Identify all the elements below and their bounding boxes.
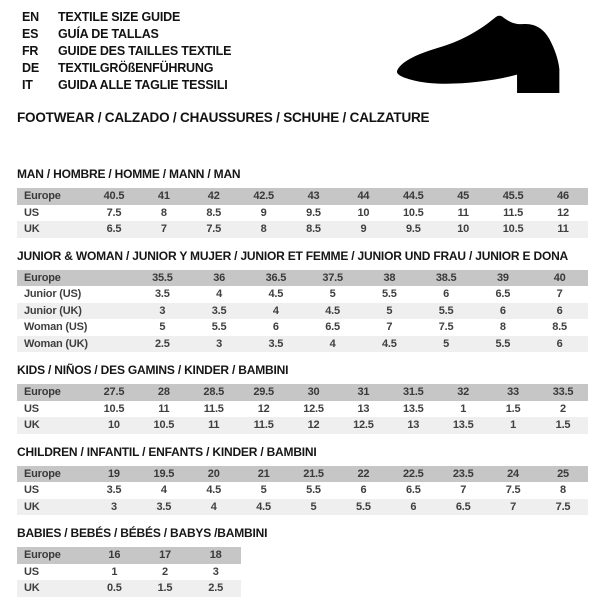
size-cell: 11 — [208, 419, 220, 432]
section-title: KIDS / NIÑOS / DES GAMINS / KINDER / BAMBINI — [17, 363, 289, 377]
size-cell: 39 — [496, 271, 509, 284]
size-cell: 2.5 — [208, 582, 223, 595]
size-cell: 1.5 — [157, 582, 173, 595]
row-label: Europe — [24, 190, 61, 203]
size-cell: 23.5 — [452, 467, 474, 480]
size-cell: 46 — [557, 190, 569, 203]
row-label: Woman (US) — [24, 321, 88, 334]
language-code: IT — [22, 78, 33, 92]
language-label: TEXTILE SIZE GUIDE — [58, 10, 181, 24]
size-cell: 12.5 — [303, 402, 324, 415]
size-cell: 28.5 — [203, 386, 225, 399]
table-row — [17, 221, 588, 238]
row-label: US — [24, 206, 39, 219]
size-cell: 5.5 — [438, 304, 454, 317]
size-section-man — [17, 167, 588, 238]
size-cell: 3 — [216, 337, 223, 350]
size-cell: 9 — [360, 223, 367, 236]
size-cell: 45 — [457, 190, 470, 203]
row-label: UK — [24, 582, 40, 595]
size-cell: 2 — [162, 565, 168, 578]
size-cell: 10 — [108, 419, 120, 432]
size-cell: 28 — [157, 386, 170, 399]
row-label: US — [24, 402, 39, 415]
size-cell: 1 — [460, 402, 467, 415]
size-cell: 42 — [207, 190, 220, 203]
size-cell: 11 — [557, 223, 569, 236]
size-cell: 44 — [357, 190, 370, 203]
size-cell: 8.5 — [206, 206, 222, 219]
size-cell: 38.5 — [435, 271, 457, 284]
size-cell: 22 — [357, 467, 370, 480]
size-cell: 45.5 — [502, 190, 524, 203]
size-cell: 4 — [272, 304, 279, 317]
size-cell: 11.5 — [253, 419, 274, 432]
table-row — [17, 336, 588, 353]
size-cell: 6 — [272, 321, 279, 334]
size-cell: 5 — [260, 484, 267, 497]
size-cell: 8 — [499, 321, 506, 334]
size-cell: 1.5 — [505, 402, 521, 415]
size-cell: 9.5 — [405, 223, 421, 236]
size-cell: 12 — [557, 206, 569, 219]
size-cell: 8 — [560, 484, 566, 497]
size-cell: 7 — [556, 288, 563, 301]
language-label: GUIDA ALLE TAGLIE TESSILI — [58, 78, 228, 92]
size-cell: 33.5 — [552, 386, 574, 399]
language-code: ES — [22, 27, 39, 41]
size-cell: 22.5 — [402, 467, 424, 480]
size-cell: 6 — [443, 288, 450, 301]
size-cell: 12 — [307, 419, 320, 432]
size-cell: 6 — [499, 304, 506, 317]
size-cell: 32 — [457, 386, 470, 399]
size-cell: 42.5 — [253, 190, 274, 203]
size-cell: 6.5 — [495, 288, 511, 301]
table-row — [17, 564, 241, 581]
language-code: EN — [22, 10, 39, 24]
size-cell: 38 — [383, 271, 396, 284]
section-title: BABIES / BEBÉS / BÉBÉS / BABYS /BAMBINI — [17, 526, 268, 540]
size-cell: 44.5 — [402, 190, 424, 203]
size-cell: 5 — [386, 304, 393, 317]
table-row — [17, 188, 588, 205]
size-cell: 8.5 — [552, 321, 567, 334]
size-cell: 7.5 — [438, 321, 454, 334]
table-row — [17, 401, 588, 418]
size-cell: 24 — [507, 467, 519, 480]
size-cell: 4.5 — [325, 304, 340, 317]
size-cell: 19 — [108, 467, 120, 480]
size-cell: 36.5 — [265, 271, 287, 284]
size-cell: 4 — [329, 337, 336, 350]
size-cell: 5.5 — [211, 321, 227, 334]
size-cell: 31.5 — [402, 386, 424, 399]
row-label: Woman (UK) — [24, 337, 88, 350]
size-cell: 3 — [212, 565, 219, 578]
row-label: UK — [24, 223, 40, 236]
size-cell: 3.5 — [268, 337, 284, 350]
size-table-junior-woman — [17, 270, 588, 353]
size-cell: 8.5 — [306, 223, 321, 236]
size-cell: 41 — [157, 190, 170, 203]
language-list — [22, 9, 231, 94]
size-cell: 3.5 — [211, 304, 227, 317]
size-cell: 40.5 — [103, 190, 125, 203]
size-cell: 7.5 — [505, 484, 521, 497]
size-cell: 7 — [460, 484, 467, 497]
table-row — [17, 205, 588, 222]
size-cell: 18 — [209, 549, 222, 562]
size-cell: 4.5 — [256, 500, 271, 513]
size-cell: 13.5 — [452, 419, 474, 432]
size-cell: 13.5 — [402, 402, 424, 415]
size-cell: 1.5 — [555, 419, 571, 432]
size-cell: 6.5 — [455, 500, 471, 513]
size-cell: 6 — [556, 337, 563, 350]
size-cell: 3.5 — [156, 500, 172, 513]
size-cell: 13 — [407, 419, 420, 432]
row-label: US — [24, 484, 39, 497]
size-cell: 11.5 — [203, 402, 224, 415]
language-label: TEXTILGRÖßENFÜHRUNG — [58, 61, 214, 75]
row-label: Europe — [24, 386, 61, 399]
size-cell: 5.5 — [306, 484, 321, 497]
size-cell: 29.5 — [253, 386, 274, 399]
row-label: UK — [24, 419, 40, 432]
table-row — [17, 547, 241, 564]
size-table-man — [17, 188, 588, 238]
size-cell: 2.5 — [155, 337, 170, 350]
size-cell: 12 — [257, 402, 270, 415]
size-cell: 17 — [159, 549, 171, 562]
size-cell: 1 — [111, 565, 118, 578]
table-row — [17, 482, 588, 499]
language-label: GUÍA DE TALLAS — [58, 27, 159, 41]
size-cell: 21.5 — [303, 467, 324, 480]
size-cell: 7.5 — [555, 500, 571, 513]
row-label: Europe — [24, 271, 61, 284]
table-row — [17, 384, 588, 401]
size-cell: 36 — [213, 271, 226, 284]
size-cell: 9 — [260, 206, 267, 219]
language-label: GUIDE DES TAILLES TEXTILE — [58, 44, 232, 58]
size-cell: 4 — [216, 288, 223, 301]
table-row — [17, 580, 241, 597]
size-cell: 1 — [510, 419, 517, 432]
language-row-en — [22, 9, 231, 26]
size-cell: 30 — [307, 386, 320, 399]
size-cell: 43 — [307, 190, 320, 203]
size-cell: 3 — [110, 500, 117, 513]
size-cell: 10.5 — [153, 419, 175, 432]
size-cell: 12.5 — [353, 419, 374, 432]
size-cell: 25 — [557, 467, 569, 480]
size-cell: 6.5 — [325, 321, 340, 334]
size-cell: 6 — [360, 484, 367, 497]
size-cell: 21 — [257, 467, 270, 480]
size-section-kids — [17, 363, 588, 434]
size-section-junior-woman — [17, 249, 588, 353]
size-cell: 5 — [310, 500, 317, 513]
size-cell: 0.5 — [106, 582, 122, 595]
size-cell: 6.5 — [405, 484, 421, 497]
size-cell: 6 — [410, 500, 417, 513]
size-cell: 35.5 — [152, 271, 173, 284]
size-cell: 4.5 — [206, 484, 222, 497]
size-cell: 6 — [556, 304, 563, 317]
row-label: Junior (US) — [24, 288, 82, 301]
size-cell: 11 — [457, 206, 469, 219]
size-cell: 3.5 — [155, 288, 170, 301]
size-cell: 13 — [357, 402, 370, 415]
size-cell: 10.5 — [402, 206, 424, 219]
table-row — [17, 303, 588, 320]
size-cell: 40 — [553, 271, 566, 284]
size-cell: 7 — [160, 223, 167, 236]
size-cell: 7 — [386, 321, 393, 334]
size-cell: 4.5 — [382, 337, 397, 350]
size-cell: 8 — [260, 223, 267, 236]
language-code: DE — [22, 61, 39, 75]
row-label: Europe — [24, 549, 61, 562]
size-table-babies — [17, 547, 241, 597]
table-row — [17, 319, 588, 336]
table-row — [17, 499, 588, 516]
size-cell: 16 — [108, 549, 121, 562]
table-row — [17, 466, 588, 483]
size-cell: 7.5 — [206, 223, 222, 236]
size-cell: 33 — [507, 386, 519, 399]
row-label: UK — [24, 500, 40, 513]
language-row-es — [22, 26, 231, 43]
size-cell: 10 — [457, 223, 470, 236]
size-cell: 3 — [159, 304, 166, 317]
size-cell: 2 — [560, 402, 566, 415]
section-title: JUNIOR & WOMAN / JUNIOR Y MUJER / JUNIOR ET FEMME / JUNIOR UND FRAU / JUNIOR E DONA — [17, 248, 569, 263]
size-cell: 6.5 — [106, 223, 122, 236]
size-tables-container — [17, 167, 588, 600]
size-cell: 5.5 — [356, 500, 371, 513]
size-cell: 9.5 — [306, 206, 321, 219]
size-cell: 7 — [510, 500, 517, 513]
size-cell: 19.5 — [153, 467, 175, 480]
row-label: Junior (UK) — [24, 304, 82, 317]
size-cell: 10 — [357, 206, 370, 219]
size-cell: 4 — [210, 500, 217, 513]
size-cell: 5 — [329, 288, 336, 301]
section-title: MAN / HOMBRE / HOMME / MANN / MAN — [17, 167, 241, 181]
section-title: CHILDREN / INFANTIL / ENFANTS / KINDER / BAMBINI — [17, 444, 317, 459]
size-table-kids — [17, 384, 588, 434]
size-cell: 4 — [160, 484, 167, 497]
size-cell: 8 — [160, 206, 167, 219]
size-cell: 11.5 — [503, 206, 524, 219]
size-cell: 3.5 — [106, 484, 122, 497]
table-row — [17, 417, 588, 434]
row-label: Europe — [24, 467, 61, 480]
size-cell: 31 — [357, 386, 370, 399]
category-line: FOOTWEAR / CALZADO / CHAUSSURES / SCHUHE / CALZATURE — [17, 110, 430, 125]
size-cell: 7.5 — [106, 206, 122, 219]
size-section-babies — [17, 526, 588, 597]
size-cell: 27.5 — [103, 386, 125, 399]
language-code: FR — [22, 44, 39, 58]
size-cell: 5.5 — [382, 288, 397, 301]
size-section-children — [17, 445, 588, 516]
shoe-icon — [391, 12, 575, 106]
language-row-it — [22, 77, 231, 94]
size-cell: 10.5 — [502, 223, 524, 236]
table-row — [17, 270, 588, 287]
size-cell: 20 — [207, 467, 220, 480]
size-cell: 4.5 — [268, 288, 284, 301]
size-cell: 10.5 — [103, 402, 125, 415]
language-row-de — [22, 60, 231, 77]
size-cell: 5 — [159, 321, 166, 334]
size-cell: 5.5 — [495, 337, 511, 350]
size-table-children — [17, 466, 588, 516]
row-label: US — [24, 565, 39, 578]
table-row — [17, 286, 588, 303]
language-row-fr — [22, 43, 231, 60]
size-cell: 11 — [158, 402, 170, 415]
size-cell: 5 — [443, 337, 450, 350]
size-cell: 37.5 — [322, 271, 343, 284]
